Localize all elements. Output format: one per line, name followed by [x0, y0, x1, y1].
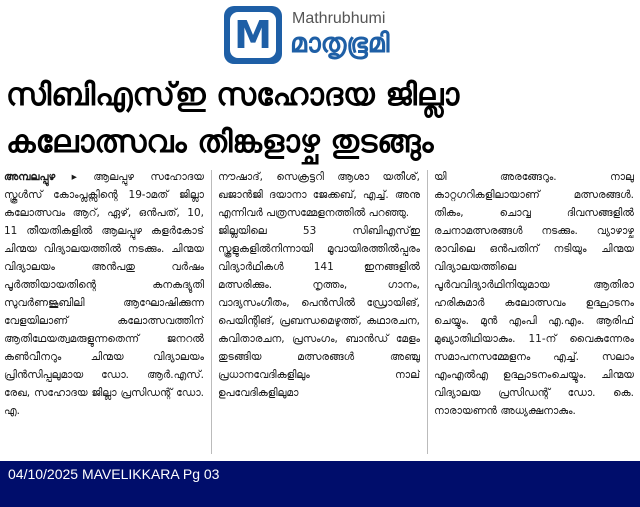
article-paragraph: യി അരങ്ങേറും. നാലു കാറ്റഗറികളിലായാണ് മത്സരങ്ങൾ. തികം, ചൊവ്വ ദിവസങ്ങളിൽ രചനാമത്സരങ്ങൾ നടക്കും. വ്യാഴാഴ്ച രാവിലെ ഒൻപതിന് നടിയും ചിന്മയ വിദ്യാലയത്തിലെ പൂർവവിദ്യാർഥിനിയുമായ ആതിരാ ഹരികുമാർ കലോത്സവം ഉദ്ഘാടനം ചെയ്യും. മുൻ എംപി എ.എം. ആരിഫ് മുഖ്യാതിഥിയാകും. 11-ന് വൈകുന്നേരം സമാപനസമ്മേളനം എച്ച്. സലാം എംഎൽഎ ഉദ്ഘാടനംചെയ്യും. ചിന്മയ വിദ്യാലയ പ്രസിഡന്റ് ഡോ. കെ. നാരായണൻ അധ്യക്ഷനാകും. — [434, 171, 634, 417]
mathrubhumi-logo-icon — [224, 6, 282, 64]
article-column-2 — [218, 168, 420, 456]
footer-bar — [0, 461, 640, 507]
brand-name-english: Mathrubhumi — [292, 10, 386, 27]
article-body — [4, 168, 634, 456]
dateline: അമ്പലപ്പുഴ — [4, 171, 56, 183]
headline-line-1: സിബിഎസ്ഇ സഹോദയ ജില്ലാ — [6, 77, 460, 113]
dateline-arrow-icon: ▸ — [55, 171, 94, 183]
article-paragraph: ജില്ലയിലെ 53 സിബിഎസ്ഇ സ്കൂളുകളിൽനിന്നായി മൂവായിരത്തിൽപ്പരം വിദ്യാർഥികൾ 141 ഇനങ്ങളിൽ മത്സരിക്കും. നൃത്തം, ഗാനം, വാദ്യസംഗീതം, പെൻസിൽ ഡ്രോയിങ്, പെയിന്റിങ്, പ്രബന്ധമെഴുത്ത്, കഥാരചന, കവിതാരചന, പ്രസംഗം, ബാൻഡ് മേളം തുടങ്ങിയ മത്സരങ്ങൾ അഞ്ചു പ്രധാനവേദികളിലും നാല് ഉപവേദികളിലുമാ — [218, 225, 420, 399]
article-column-1 — [4, 168, 204, 456]
headline — [6, 72, 634, 166]
headline-line-2: കലോത്സവം തിങ്കളാഴ്ച തുടങ്ങും — [6, 124, 434, 160]
logo-letter: M — [230, 12, 276, 58]
article-column-3 — [434, 168, 634, 456]
article-paragraph: നൗഷാദ്, സെക്രട്ടറി ആശാ യതീശ്, ഖജാൻജി ദയാനാ ജേക്കബ്, എച്ച്. അനു എന്നിവർ പത്രസമ്മേളനത്തിൽ പറഞ്ഞു. — [218, 171, 420, 219]
column-divider — [211, 170, 212, 454]
column-divider — [427, 170, 428, 454]
edition-info: 04/10/2025 MAVELIKKARA Pg 03 — [8, 466, 220, 482]
article-text: ആലപ്പുഴ സഹോദയ സ്കൂൾസ് കോംപ്ലക്സിന്റെ 19-ാമത് ജില്ലാ കലോത്സവം ആറ്, ഏഴ്, ഒൻപത്, 10, 11 തീയതികളിൽ ആലപ്പുഴ കളർകോട് ചിന്മയ വിദ്യാലയത്തിൽ നടക്കും. ചിന്മയ വിദ്യാലയം അൻപതു വർഷം പൂർത്തിയായതിന്റെ കനകദ്യുതി സുവർണജൂബിലി ആഘോഷിക്കുന്ന വേളയിലാണ് കലോത്സവത്തിന് ആതിഥേയത്വമരുളുന്നതെന്ന് ജനറൽ കൺവീനറും ചിന്മയ വിദ്യാലയം പ്രിൻസിപ്പലുമായ ഡോ. ആർ.എസ്. രേഖ, സഹോദയ ജില്ലാ പ്രസിഡന്റ് ഡോ. എ. — [4, 171, 204, 417]
masthead — [224, 6, 484, 64]
brand-name-malayalam: മാതൃഭൂമി — [290, 28, 390, 59]
article-paragraph — [4, 168, 204, 420]
